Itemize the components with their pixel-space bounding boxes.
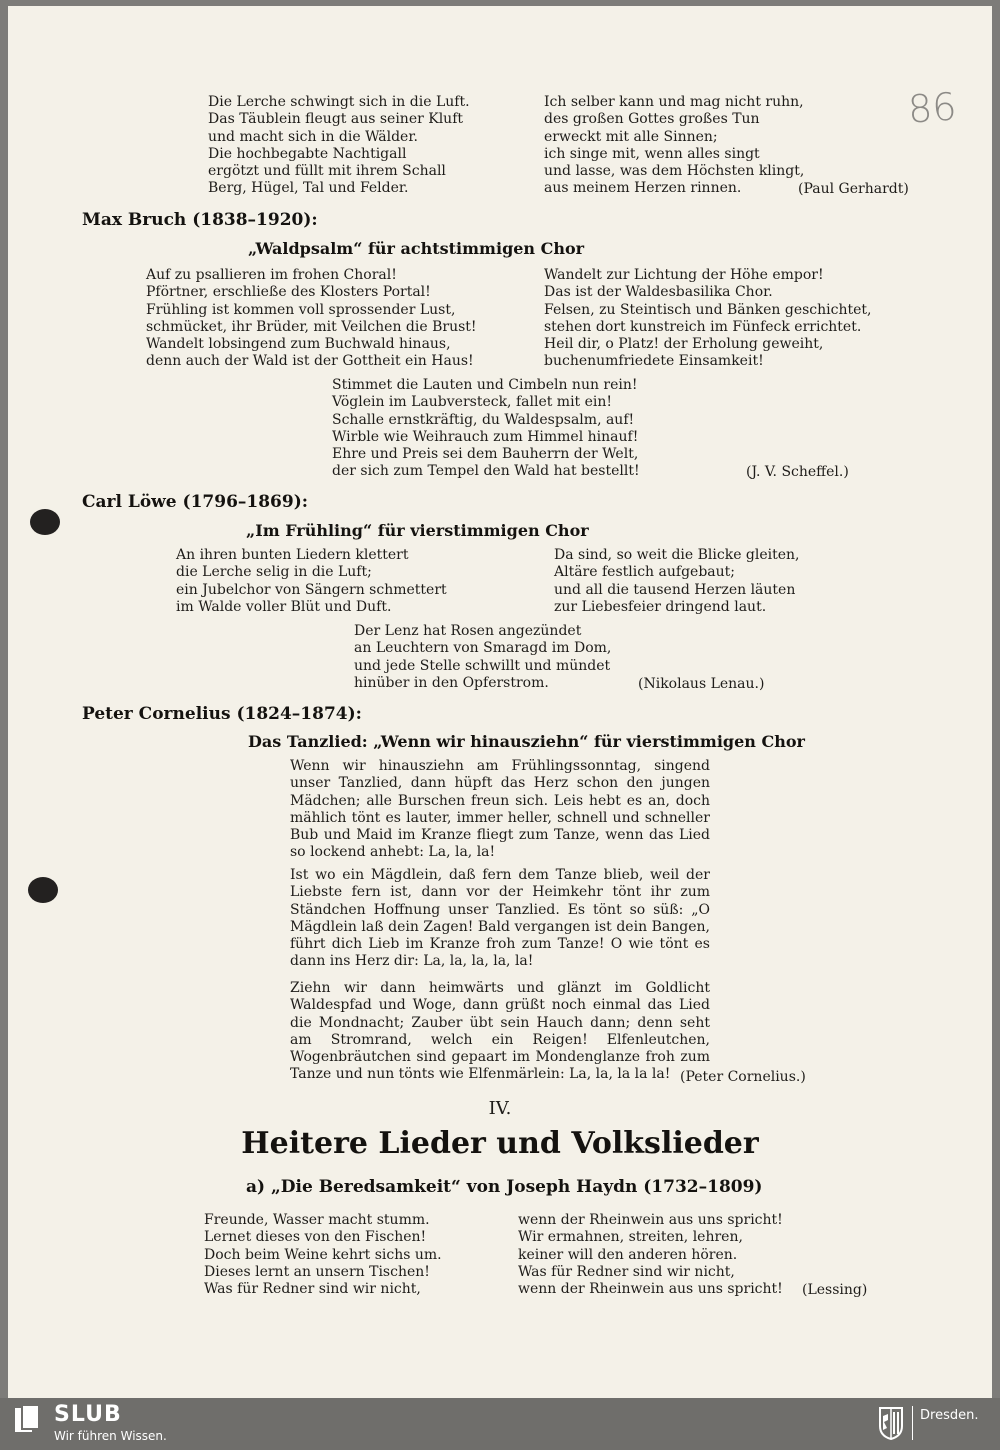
loewe-right-stanza: Da sind, so weit die Blicke gleiten, Altäre festlich aufgebaut; und all die tausend Herzen läuten zur Liebesfeier dringend laut. [554, 547, 800, 615]
haydn-right-stanza: wenn der Rheinwein aus uns spricht! Wir ermahnen, streiten, lehren, keiner will den anderen hören. Was für Redner sind wir nicht, wenn der Rheinwein aus uns spricht! [518, 1212, 783, 1298]
loewe-left-stanza: An ihren bunten Liedern klettert die Lerche selig in die Luft; ein Jubelchor von Sängern schmettert im Walde voller Blüt und Duft. [176, 547, 447, 615]
cornelius-paragraph-1: Wenn wir hinausziehn am Frühlingssonntag, singend unser Tanzlied, dann hüpft das Herz schon den jungen Mädchen; alle Burschen freun sich. Leis hebt es an, doch mählich tönt es lauter, immer heller, schnell und schneller Bub und Maid im Kranze fliegt zum Tanze, wenn das Lied so lockend anhebt: La, la, la! [290, 758, 710, 861]
bruch-left-stanza: Auf zu psallieren im frohen Choral! Pförtner, erschließe des Klosters Portal! Frühling ist kommen voll sprossender Lust, schmücket, ihr Brüder, mit Veilchen die Brust! Wandelt lobsingend zum Buchwald hinaus, denn auch der Wald ist der Gottheit ein Haus! [146, 267, 477, 370]
slub-tagline: Wir führen Wissen. [54, 1429, 167, 1443]
section-title: Heitere Lieder und Volkslieder [241, 1126, 759, 1161]
divider [912, 1406, 913, 1440]
section-numeral: IV. [488, 1098, 512, 1119]
gerhardt-author: (Paul Gerhardt) [798, 181, 909, 197]
bruch-center-stanza: Stimmet die Lauten und Cimbeln nun rein! Vöglein im Laubversteck, fallet mit ein! Schalle ernstkräftig, du Waldespsalm, auf! Wirble wie Weihrauch zum Himmel hinauf! Ehre und Preis sei dem Bauherrn der Welt, der sich zum Tempel den Wald hat bestellt! [332, 377, 640, 480]
bruch-heading: Max Bruch (1838–1920): [82, 210, 318, 230]
bruch-author: (J. V. Scheffel.) [746, 464, 849, 480]
cornelius-author: (Peter Cornelius.) [680, 1069, 806, 1085]
loewe-center-stanza: Der Lenz hat Rosen angezündet an Leuchtern von Smaragd im Dom, und jede Stelle schwillt und mündet hinüber in den Opferstrom. [354, 623, 612, 691]
dresden-logo-text: Dresden. [920, 1408, 979, 1423]
gerhardt-left-stanza: Die Lerche schwingt sich in die Luft. Das Täublein fleugt aus seiner Kluft und macht sich in die Wälder. Die hochbegabte Nachtigall ergötzt und füllt mit ihrem Schall Berg, Hügel, Tal und Felder. [208, 94, 470, 197]
footer-bar [0, 1398, 1000, 1450]
slub-logo-icon [12, 1404, 42, 1434]
cornelius-heading: Peter Cornelius (1824–1874): [82, 704, 362, 724]
cornelius-paragraph-2: Ist wo ein Mägdlein, daß fern dem Tanze blieb, weil der Liebste fern ist, dann vor der Heimkehr tönt ihr zum Ständchen Hoffnung unser Tanzlied. Es tönt so süß: „O Mägdlein laß dein Zagen! Bald vergangen ist dein Bangen, führt dich Lieb im Kranze froh zum Tanze! O wie tönt es dann ins Herz dir: La, la, la, la, la! [290, 867, 710, 970]
punch-hole-upper [30, 509, 60, 535]
gerhardt-right-stanza: Ich selber kann und mag nicht ruhn, des großen Gottes großes Tun erweckt mit alle Sinnen; ich singe mit, wenn alles singt und lasse, was dem Höchsten klingt, aus meinem Herzen rinnen. [544, 94, 805, 197]
bruch-title: „Waldpsalm“ für achtstimmigen Chor [248, 239, 585, 258]
punch-hole-lower [28, 877, 58, 903]
loewe-heading: Carl Löwe (1796–1869): [82, 492, 309, 512]
slub-logo-text: SLUB [54, 1402, 122, 1427]
page-number: 86 [906, 84, 958, 132]
dresden-coat-of-arms-icon [878, 1406, 904, 1440]
haydn-title: a) „Die Beredsamkeit“ von Joseph Haydn (1732–1809) [246, 1177, 763, 1197]
haydn-author: (Lessing) [802, 1282, 868, 1298]
document-page [8, 6, 992, 1398]
haydn-left-stanza: Freunde, Wasser macht stumm. Lernet dieses von den Fischen! Doch beim Weine kehrt sichs um. Dieses lernt an unsern Tischen! Was für Redner sind wir nicht, [204, 1212, 442, 1298]
cornelius-paragraph-3: Ziehn wir dann heimwärts und glänzt im Goldlicht Waldespfad und Woge, dann grüßt noch einmal das Lied die Mondnacht; Zauber übt sein Hauch dann; denn seht am Stromrand, welch ein Reigen! Elfenleutchen, Wogenbräutchen sind gepaart im Mondenglanze froh zum Tanze und nun tönts wie Elfenmärlein: La, la, la la la! [290, 980, 710, 1083]
bruch-right-stanza: Wandelt zur Lichtung der Höhe empor! Das ist der Waldesbasilika Chor. Felsen, zu Steintisch und Bänken geschichtet, stehen dort kunstreich im Fünfeck errichtet. Heil dir, o Platz! der Erholung geweiht, buchenumfriedete Einsamkeit! [544, 267, 872, 370]
loewe-author: (Nikolaus Lenau.) [638, 676, 765, 692]
loewe-title: „Im Frühling“ für vierstimmigen Chor [246, 521, 589, 540]
cornelius-title: Das Tanzlied: „Wenn wir hinausziehn“ für vierstimmigen Chor [248, 732, 805, 751]
